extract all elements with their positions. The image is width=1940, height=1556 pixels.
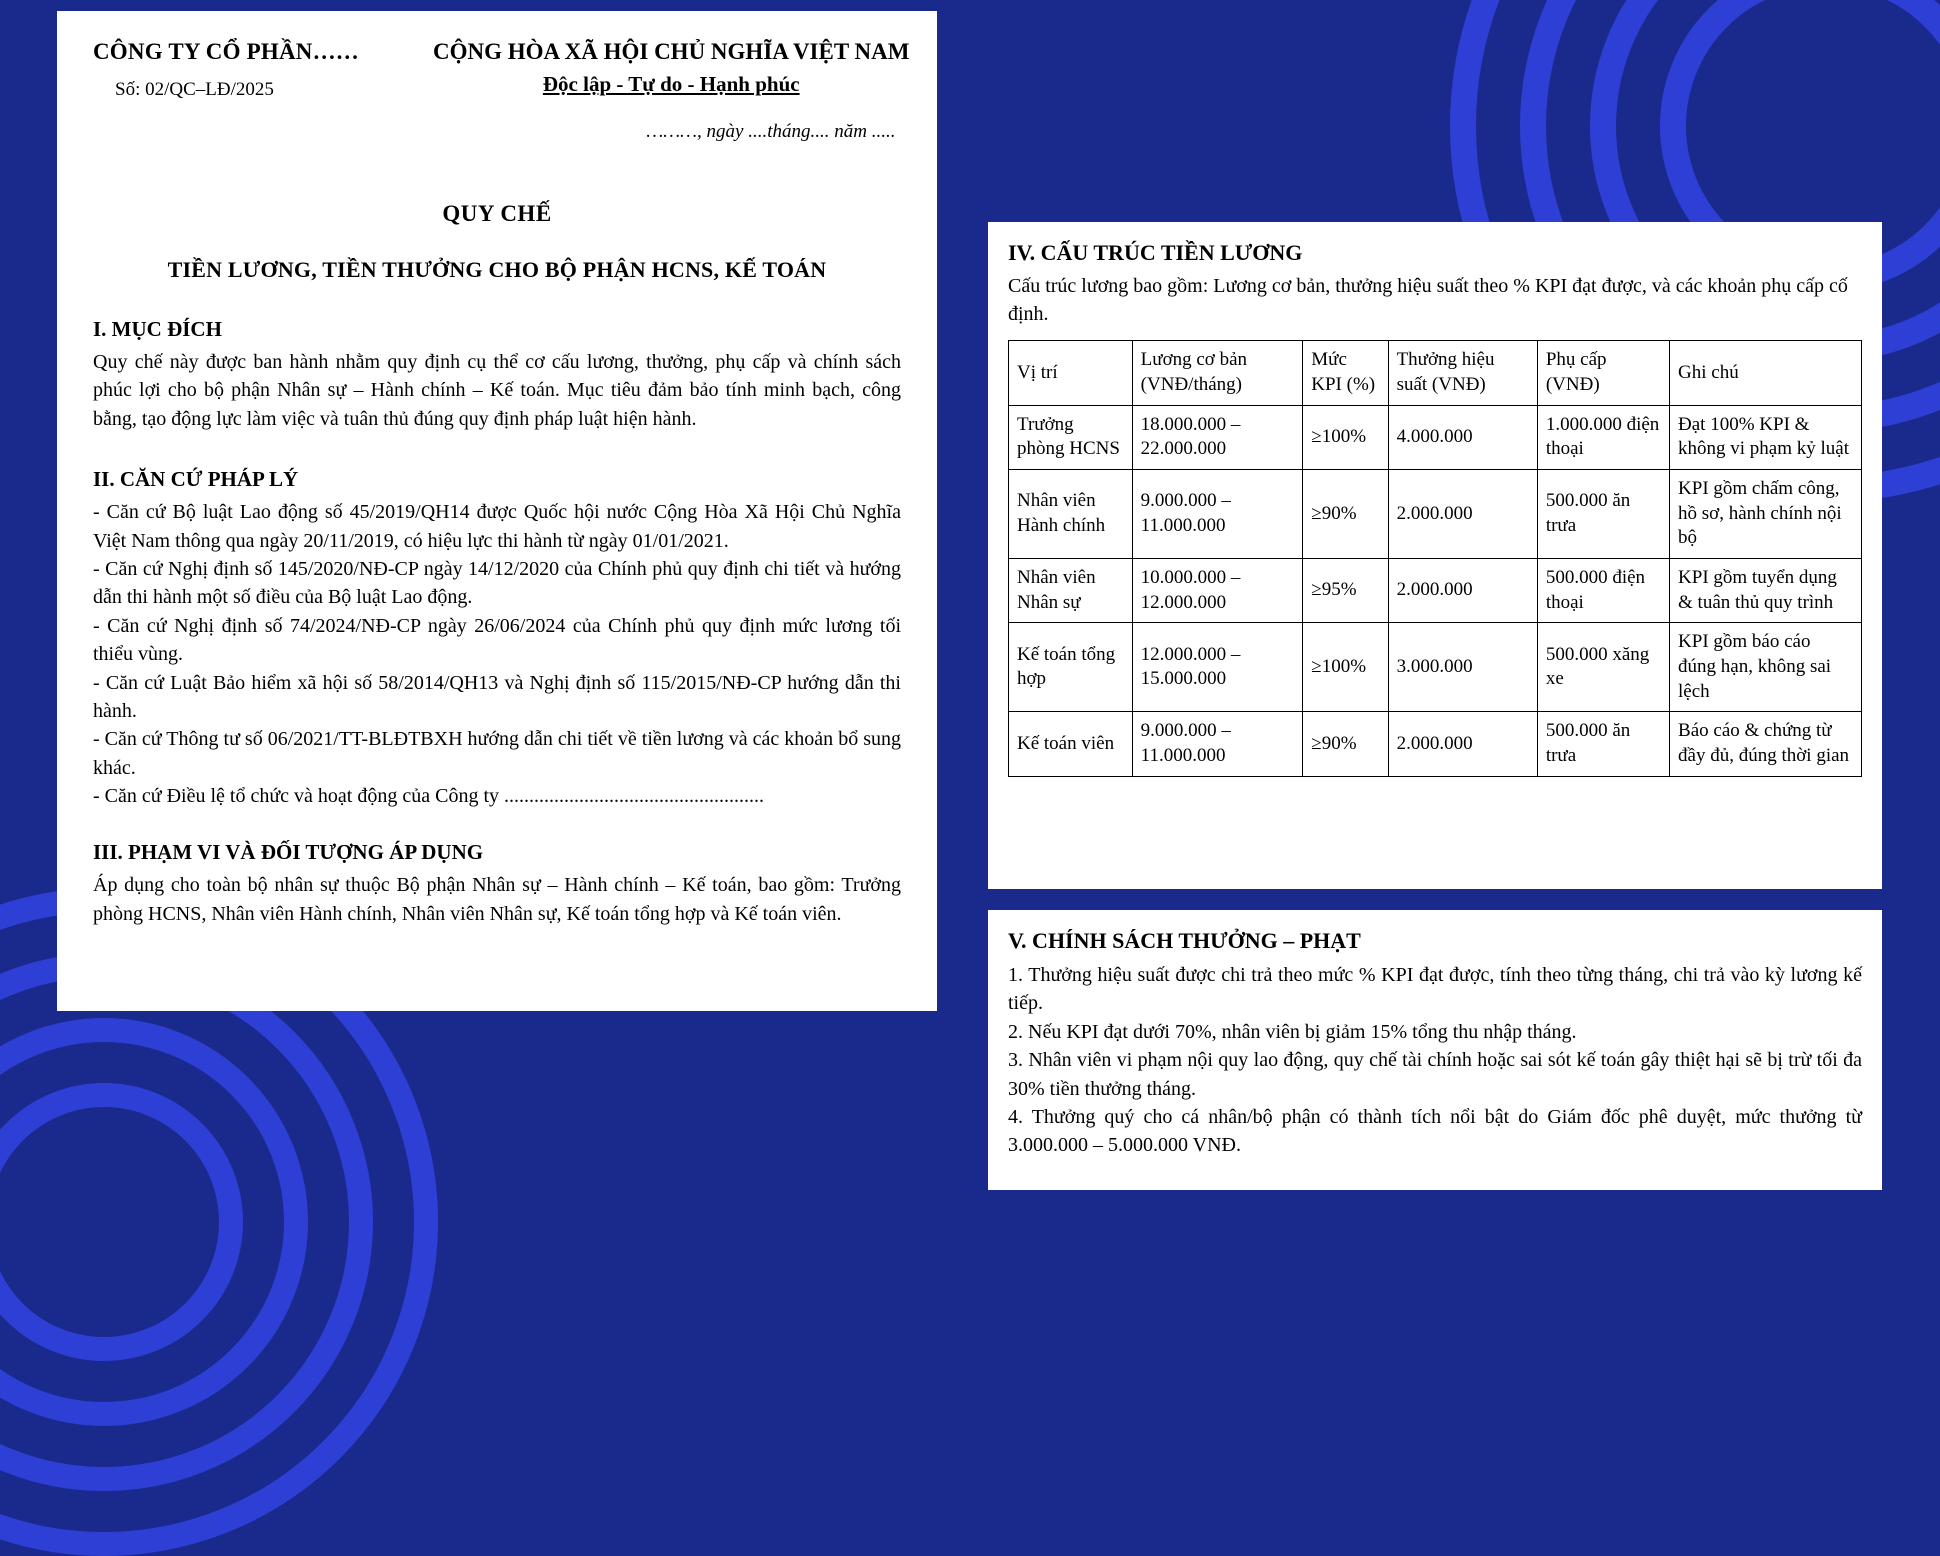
nation-motto: Độc lập - Tự do - Hạnh phúc [542, 72, 800, 96]
cell-note: KPI gồm báo cáo đúng hạn, không sai lệch [1670, 623, 1862, 712]
section-ii-paragraph-6: - Căn cứ Điều lệ tổ chức và hoạt động của Công ty .................................................... [93, 785, 765, 808]
table-row [1009, 469, 1862, 558]
reward-policy-list [1008, 961, 1862, 1160]
cell-bonus: 2.000.000 [1388, 559, 1537, 623]
cell-bonus: 4.000.000 [1388, 405, 1537, 469]
policy-item-1: 1. Thưởng hiệu suất được chi trả theo mức % KPI đạt được, tính theo từng tháng, chi trả vào kỳ lương kế tiếp. [1008, 964, 1862, 1015]
cell-base-salary: 18.000.000 – 22.000.000 [1132, 405, 1303, 469]
cell-position: Trưởng phòng HCNS [1009, 405, 1133, 469]
policy-item-4: 4. Thưởng quý cho cá nhân/bộ phận có thành tích nổi bật do Giám đốc phê duyệt, mức thưởng từ 3.000.000 – 5.000.000 VNĐ. [1008, 1105, 1862, 1157]
column-header-kpi: Mức KPI (%) [1303, 341, 1388, 405]
company-name: CÔNG TY CỔ PHẦN…… [93, 39, 359, 64]
page-subtitle: TIỀN LƯƠNG, TIỀN THƯỞNG CHO BỘ PHẬN HCNS, KẾ TOÁN [167, 257, 827, 282]
section-heading-v: V. CHÍNH SÁCH THƯỞNG – PHẠT [1008, 928, 1361, 953]
salary-structure-intro: Cấu trúc lương bao gồm: Lương cơ bản, thưởng hiệu suất theo % KPI đạt được, và các khoản phụ cấp cố định. [1008, 275, 1848, 325]
table-row [1009, 405, 1862, 469]
salary-structure-panel [988, 222, 1882, 889]
date-placeholder-line: ………, ngày ....tháng.... năm ..... [646, 121, 896, 142]
cell-allowance: 1.000.000 điện thoại [1537, 405, 1669, 469]
cell-note: KPI gồm chấm công, hồ sơ, hành chính nội bộ [1670, 469, 1862, 558]
table-row [1009, 712, 1862, 776]
cell-allowance: 500.000 ăn trưa [1537, 712, 1669, 776]
header-right-block [433, 39, 909, 143]
cell-bonus: 2.000.000 [1388, 469, 1537, 558]
cell-position: Nhân viên Hành chính [1009, 469, 1133, 558]
section-ii-paragraph-4: - Căn cứ Luật Bảo hiểm xã hội số 58/2014/QH13 và Nghị định số 115/2015/NĐ-CP hướng dẫn thi hành. [93, 671, 901, 722]
cell-base-salary: 9.000.000 – 11.000.000 [1132, 469, 1303, 558]
nation-title: CỘNG HÒA XÃ HỘI CHỦ NGHĨA VIỆT NAM [433, 39, 910, 64]
cell-kpi: ≥95% [1303, 559, 1388, 623]
cell-base-salary: 12.000.000 – 15.000.000 [1132, 623, 1303, 712]
cell-allowance: 500.000 ăn trưa [1537, 469, 1669, 558]
section-heading-iii: III. PHẠM VI VÀ ĐỐI TƯỢNG ÁP DỤNG [93, 840, 484, 865]
cell-kpi: ≥90% [1303, 469, 1388, 558]
section-ii-paragraph-3: - Căn cứ Nghị định số 74/2024/NĐ-CP ngày 26/06/2024 của Chính phủ quy định mức lương tối thiểu vùng. [93, 614, 901, 666]
policy-item-2: 2. Nếu KPI đạt dưới 70%, nhân viên bị giảm 15% tổng thu nhập tháng. [1008, 1020, 1577, 1043]
cell-note: Báo cáo & chứng từ đầy đủ, đúng thời gian [1670, 712, 1862, 776]
header-left-block [93, 39, 433, 101]
policy-item-3: 3. Nhân viên vi phạm nội quy lao động, quy chế tài chính hoặc sai sót kế toán gây thiệt hại sẽ bị trừ tối đa 30% tiền thưởng tháng. [1008, 1049, 1862, 1100]
column-header-base-salary: Lương cơ bản (VNĐ/tháng) [1132, 341, 1303, 405]
cell-allowance: 500.000 điện thoại [1537, 559, 1669, 623]
reward-policy-panel [988, 910, 1882, 1190]
cell-kpi: ≥100% [1303, 405, 1388, 469]
cell-bonus: 2.000.000 [1388, 712, 1537, 776]
column-header-note: Ghi chú [1670, 341, 1862, 405]
table-header-row [1009, 341, 1862, 405]
section-ii-paragraph-5: - Căn cứ Thông tư số 06/2021/TT-BLĐTBXH hướng dẫn chi tiết về tiền lương và các khoản bổ sung khác. [93, 728, 901, 779]
cell-kpi: ≥90% [1303, 712, 1388, 776]
section-iii-paragraph-1: Áp dụng cho toàn bộ nhân sự thuộc Bộ phận Nhân sự – Hành chính – Kế toán, bao gồm: Trưởng phòng HCNS, Nhân viên Hành chính, Nhân viên Nhân sự, Kế toán tổng hợp và Kế toán viên. [93, 874, 901, 925]
section-heading-ii: II. CĂN CỨ PHÁP LÝ [93, 467, 299, 492]
document-header [93, 39, 910, 143]
column-header-bonus: Thưởng hiệu suất (VNĐ) [1388, 341, 1537, 405]
cell-bonus: 3.000.000 [1388, 623, 1537, 712]
cell-position: Nhân viên Nhân sự [1009, 559, 1133, 623]
cell-position: Kế toán tổng hợp [1009, 623, 1133, 712]
section-ii-paragraph-2: - Căn cứ Nghị định số 145/2020/NĐ-CP ngày 14/12/2020 của Chính phủ quy định chi tiết và hướng dẫn thi hành một số điều của Bộ luật Lao động. [93, 557, 901, 609]
cell-allowance: 500.000 xăng xe [1537, 623, 1669, 712]
cell-base-salary: 10.000.000 – 12.000.000 [1132, 559, 1303, 623]
cell-position: Kế toán viên [1009, 712, 1133, 776]
column-header-position: Vị trí [1009, 341, 1133, 405]
cell-kpi: ≥100% [1303, 623, 1388, 712]
cell-note: Đạt 100% KPI & không vi phạm kỷ luật [1670, 405, 1862, 469]
column-header-allowance: Phụ cấp (VNĐ) [1537, 341, 1669, 405]
salary-table [1008, 340, 1862, 777]
table-row [1009, 623, 1862, 712]
section-heading-iv: IV. CẤU TRÚC TIỀN LƯƠNG [1008, 240, 1303, 265]
cell-base-salary: 9.000.000 – 11.000.000 [1132, 712, 1303, 776]
document-page-left [57, 11, 937, 1011]
section-heading-i: I. MỤC ĐÍCH [93, 317, 222, 341]
section-ii-paragraph-1: - Căn cứ Bộ luật Lao động số 45/2019/QH14 được Quốc hội nước Cộng Hòa Xã Hội Chủ Nghĩa Việt Nam thông qua ngày 20/11/2019, có hiệu lực thi hành từ ngày 01/01/2021. [93, 501, 901, 552]
section-i-paragraph-1: Quy chế này được ban hành nhằm quy định cụ thể cơ cấu lương, thưởng, phụ cấp và chính sách phúc lợi cho bộ phận Nhân sự – Hành chính – Kế toán. Mục tiêu đảm bảo tính minh bạch, công bằng, tạo động lực làm việc và tuân thủ đúng quy định pháp luật hiện hành. [93, 351, 901, 430]
document-number: Số: 02/QC–LĐ/2025 [115, 79, 274, 100]
cell-note: KPI gồm tuyển dụng & tuân thủ quy trình [1670, 559, 1862, 623]
page-title: QUY CHẾ [442, 201, 552, 226]
table-row [1009, 559, 1862, 623]
